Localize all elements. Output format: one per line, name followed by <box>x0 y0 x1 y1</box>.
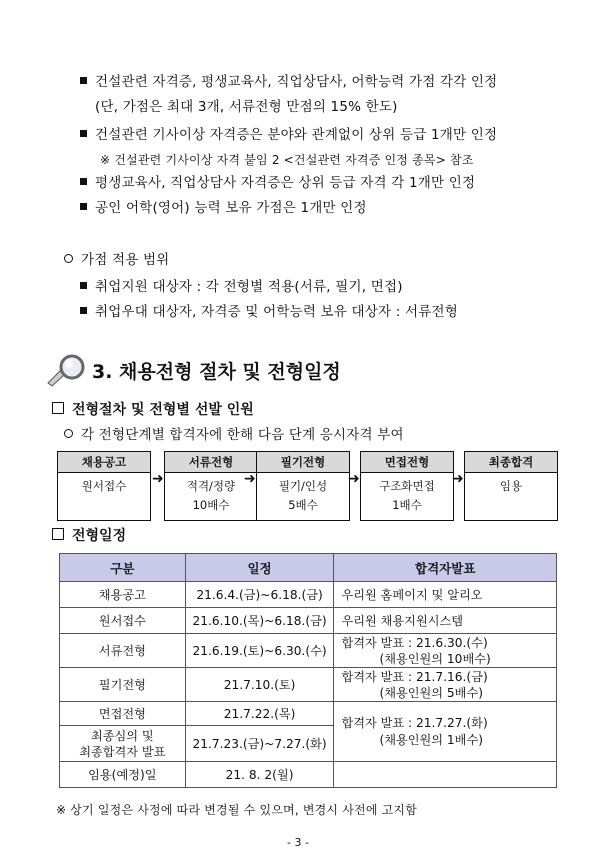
step-line1: 임용 <box>499 479 523 493</box>
arrow-right-icon: ➜ <box>152 471 164 487</box>
procedure-heading-text: 전형절차 및 전형별 선발 인원 <box>72 402 254 418</box>
bullet-text: 공인 어학(영어) 능력 보유 가점은 1개만 인정 <box>95 200 367 216</box>
bullet-text: 취업우대 대상자, 자격증 및 어학능력 보유 대상자 : 서류전형 <box>95 304 458 320</box>
procedure-heading <box>52 399 254 419</box>
bullet-square-icon <box>80 307 87 314</box>
step-final-pass <box>464 451 558 521</box>
reference-note: ※ 건설관련 기사이상 자격 붙임 2 <건설관련 자격증 인정 종목> 참조 <box>100 153 474 167</box>
table-row <box>60 702 557 726</box>
cell-result: 우리원 홈페이지 및 알리오 <box>334 582 557 608</box>
cell-date: 21. 8. 2(월) <box>185 762 334 788</box>
bullet-item <box>80 123 497 143</box>
table-header-row <box>60 554 557 582</box>
magnifier-icon <box>46 353 94 387</box>
cell-name: 채용공고 <box>60 582 186 608</box>
cell-name: 서류전형 <box>60 634 186 668</box>
cell-result-merged <box>334 702 557 762</box>
bullet-text: 평생교육사, 직업상담사 자격증은 상위 등급 자격 각 1개만 인정 <box>95 175 476 191</box>
bullet-square-icon <box>80 178 87 185</box>
bullet-item <box>80 300 458 320</box>
result-line: (채용인원의 5배수) <box>379 685 483 700</box>
bullet-text: 건설관련 자격증, 평생교육사, 직업상담사, 어학능력 가점 각각 인정 <box>95 74 498 90</box>
bullet-item <box>80 70 497 90</box>
cell-name: 원서접수 <box>60 608 186 634</box>
step-line1: 필기/인성 <box>278 479 328 493</box>
result-line: (채용인원의 10배수) <box>379 651 491 666</box>
cell-name: 임용(예정)일 <box>60 762 186 788</box>
checkbox-square-icon <box>52 402 64 414</box>
step-line2: 5배수 <box>288 498 318 512</box>
step-line1: 적격/정량 <box>186 479 236 493</box>
cell-date: 21.6.4.(금)~6.18.(금) <box>185 582 334 608</box>
table-row <box>60 634 557 668</box>
step-line2: 1배수 <box>392 498 422 512</box>
step-body <box>257 473 349 520</box>
step-body <box>465 473 557 520</box>
name-line: 최종심의 및 <box>90 728 154 743</box>
bullet-continuation: (단, 가점은 최대 3개, 서류전형 만점의 15% 한도) <box>95 99 398 115</box>
arrow-right-icon: ➜ <box>452 471 464 487</box>
cell-name <box>60 726 186 762</box>
cell-date: 21.7.10.(토) <box>185 668 334 702</box>
page-number: - 3 - <box>287 836 309 849</box>
step-title: 최종합격 <box>465 452 557 473</box>
cell-date: 21.7.22.(목) <box>185 702 334 726</box>
cell-name: 면접전형 <box>60 702 186 726</box>
step-interview <box>360 451 454 521</box>
arrow-right-icon: ➜ <box>348 471 360 487</box>
step-title: 면접전형 <box>361 452 453 473</box>
bullet-square-icon <box>80 130 87 137</box>
table-row <box>60 668 557 702</box>
cell-result <box>334 762 557 788</box>
bullet-item <box>80 196 367 216</box>
checkbox-square-icon <box>52 528 64 540</box>
step-line1: 원서접수 <box>81 479 127 493</box>
schedule-heading-text: 전형일정 <box>72 528 127 544</box>
circle-bullet-icon <box>64 254 73 263</box>
step-written-test <box>256 451 350 521</box>
table-row <box>60 582 557 608</box>
bullet-square-icon <box>80 77 87 84</box>
arrow-right-icon: ➜ <box>244 471 256 487</box>
bullet-square-icon <box>80 282 87 289</box>
section-3-heading <box>46 353 356 387</box>
step-title: 필기전형 <box>257 452 349 473</box>
cell-date: 21.6.19.(토)~6.30.(수) <box>185 634 334 668</box>
result-line: (채용인원의 1배수) <box>379 732 483 747</box>
step-line2: 10배수 <box>192 498 230 512</box>
cell-date: 21.7.23.(금)~7.27.(화) <box>185 726 334 762</box>
step-title: 서류전형 <box>165 452 257 473</box>
procedure-note-text: 각 전형단계별 합격자에 한해 다음 단계 응시자격 부여 <box>81 427 404 443</box>
procedure-note <box>64 423 404 443</box>
cell-result <box>334 634 557 668</box>
name-line: 최종합격자 발표 <box>79 744 166 759</box>
bullet-text: 취업지원 대상자 : 각 전형별 적용(서류, 필기, 면접) <box>95 279 403 295</box>
step-body <box>361 473 453 520</box>
schedule-table <box>59 553 557 788</box>
circle-bullet-icon <box>64 429 73 438</box>
result-line: 합격자 발표 : 21.7.16.(금) <box>341 669 488 684</box>
step-title: 채용공고 <box>58 452 150 473</box>
table-row <box>60 762 557 788</box>
scope-heading <box>64 248 169 268</box>
col-header: 구분 <box>60 554 186 582</box>
col-header: 합격자발표 <box>334 554 557 582</box>
cell-result: 우리원 채용지원시스템 <box>334 608 557 634</box>
bullet-item <box>80 275 403 295</box>
step-recruit-notice <box>57 451 151 521</box>
step-body <box>58 473 150 520</box>
result-line: 합격자 발표 : 21.6.30.(수) <box>341 635 488 650</box>
schedule-heading <box>52 525 126 545</box>
step-line1: 구조화면접 <box>379 479 435 493</box>
bullet-text: 건설관련 기사이상 자격증은 분야와 관계없이 상위 등급 1개만 인정 <box>95 127 498 143</box>
bullet-item <box>80 171 475 191</box>
result-line: 합격자 발표 : 21.7.27.(화) <box>341 715 488 730</box>
table-row <box>60 608 557 634</box>
cell-result <box>334 668 557 702</box>
footnote: ※ 상기 일정은 사정에 따라 변경될 수 있으며, 변경시 사전에 고지함 <box>56 803 418 817</box>
cell-date: 21.6.10.(목)~6.18.(금) <box>185 608 334 634</box>
section-title: 3. 채용전형 절차 및 전형일정 <box>92 361 341 383</box>
col-header: 일정 <box>185 554 334 582</box>
scope-title: 가점 적용 범위 <box>81 252 170 268</box>
bullet-square-icon <box>80 203 87 210</box>
cell-name: 필기전형 <box>60 668 186 702</box>
